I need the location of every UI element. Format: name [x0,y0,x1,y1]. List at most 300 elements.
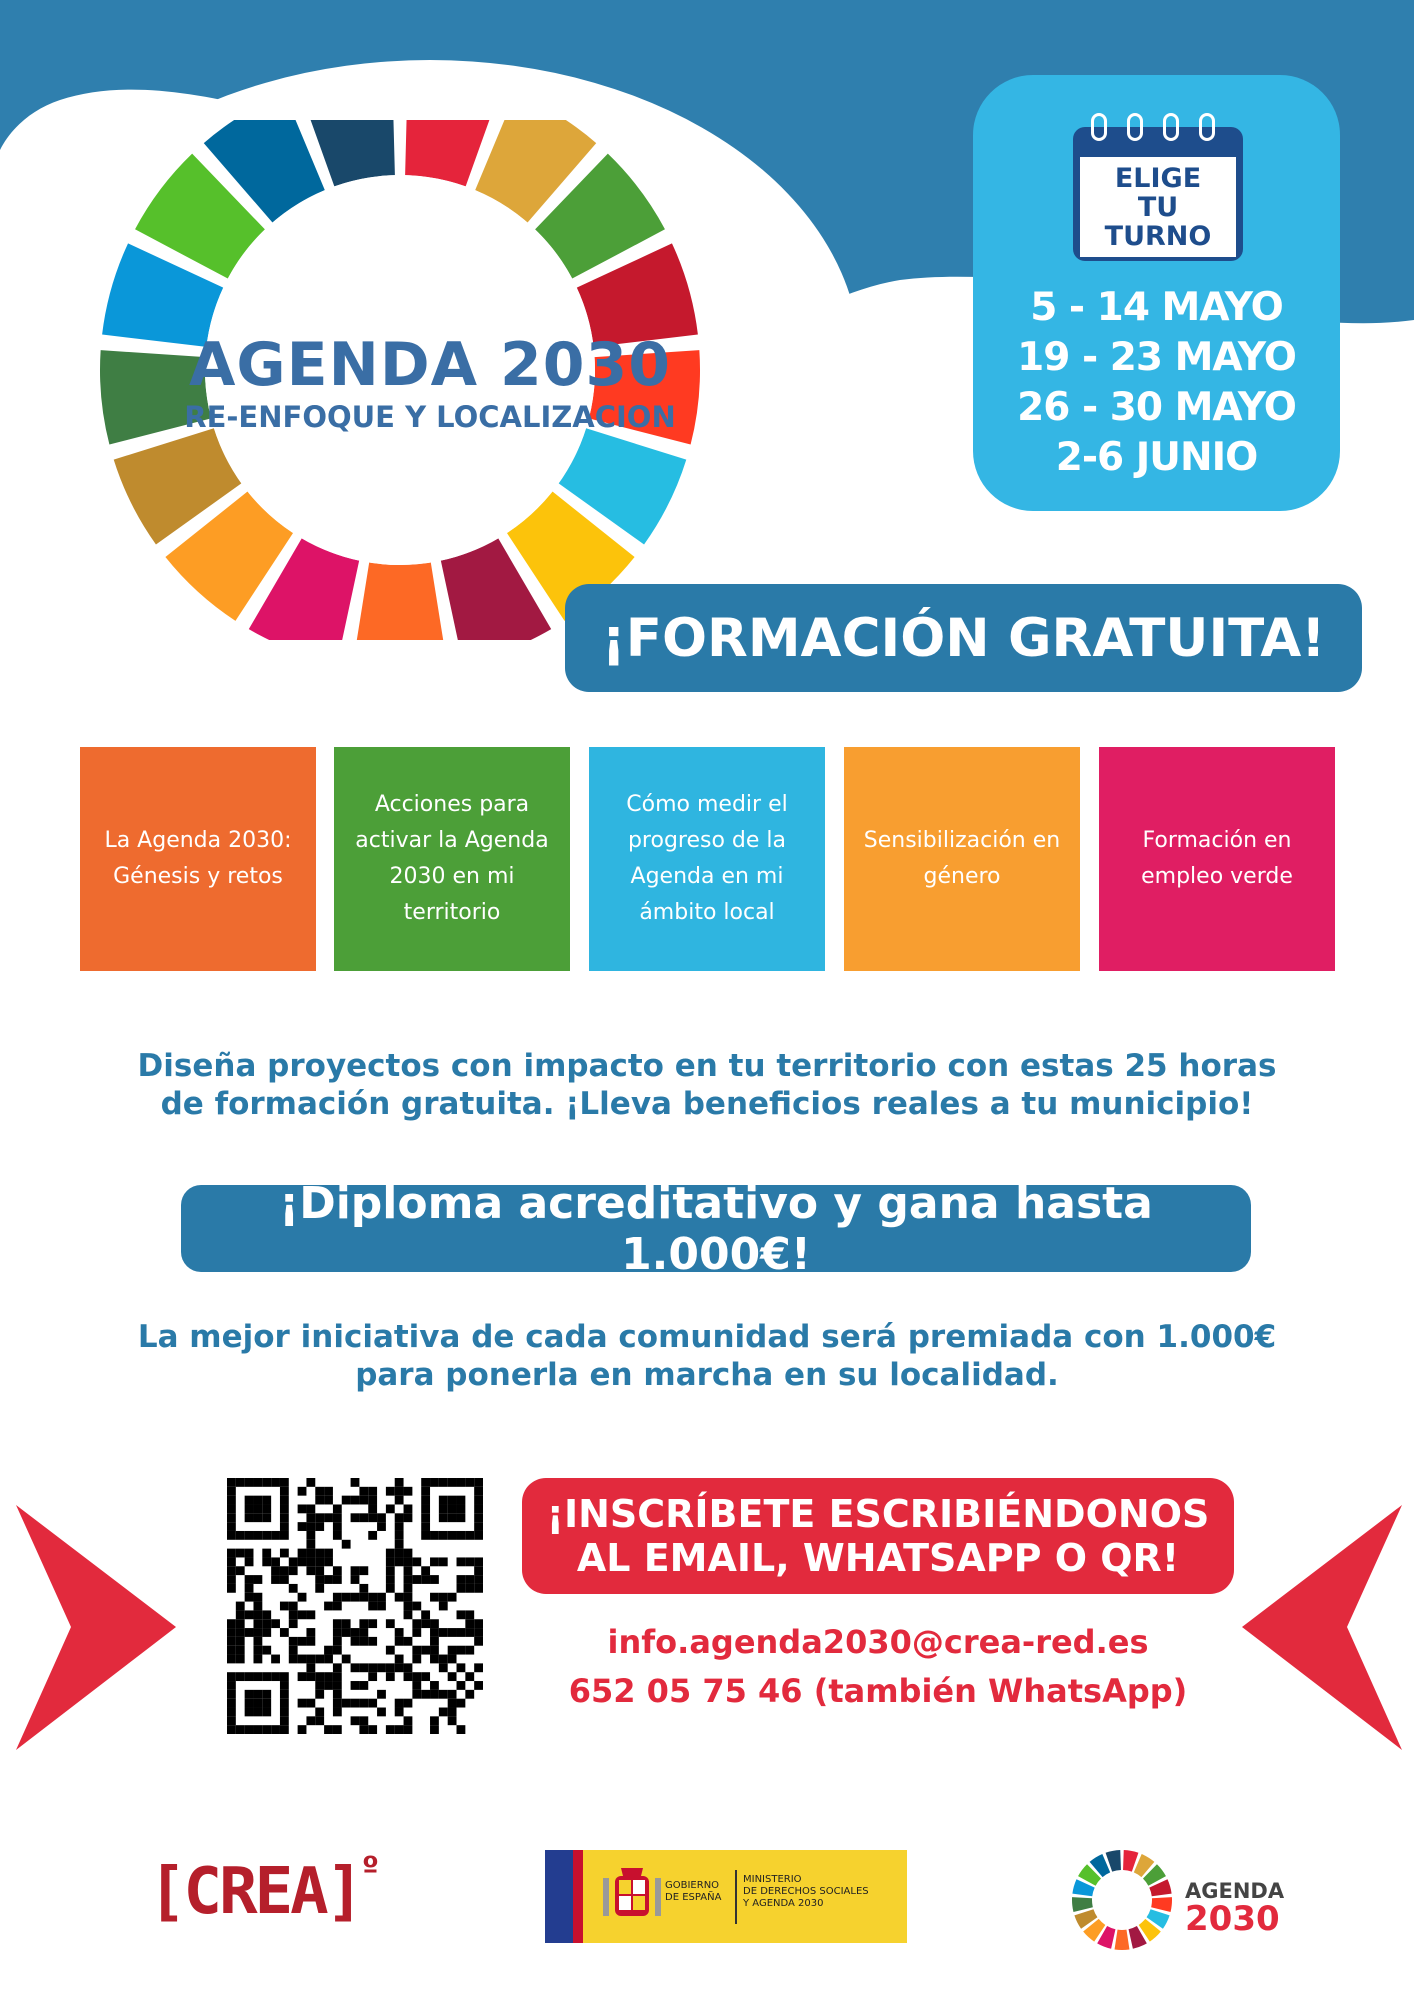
qr-module [465,1575,474,1584]
qr-module [439,1628,448,1637]
qr-module [227,1566,236,1575]
qr-module [280,1690,289,1699]
qr-module [395,1628,404,1637]
qr-module [421,1504,430,1513]
qr-module [227,1496,236,1505]
qr-module [474,1637,483,1646]
qr-module [359,1637,368,1646]
qr-module [465,1646,474,1655]
qr-module [457,1575,466,1584]
qr-module [245,1549,254,1558]
calendar-icon [1073,105,1243,263]
qr-module [333,1602,342,1611]
agenda-subtitle: RE-ENFOQUE Y LOCALIZACION [184,400,676,434]
qr-module [474,1522,483,1531]
qr-module [359,1513,368,1522]
qr-module [430,1681,439,1690]
qr-module [236,1478,245,1487]
qr-module [227,1637,236,1646]
qr-module [280,1628,289,1637]
qr-module [457,1646,466,1655]
qr-module [262,1699,271,1708]
qr-module [421,1496,430,1505]
qr-module [289,1637,298,1646]
qr-module [342,1628,351,1637]
qr-module [236,1646,245,1655]
qr-module [227,1487,236,1496]
qr-module [404,1549,413,1558]
eu-flag [545,1850,573,1943]
qr-module [386,1557,395,1566]
qr-module [448,1628,457,1637]
qr-module [465,1628,474,1637]
qr-module [227,1531,236,1540]
qr-module [474,1619,483,1628]
qr-module [457,1478,466,1487]
qr-module [253,1699,262,1708]
qr-module [430,1531,439,1540]
qr-module [412,1672,421,1681]
qr-module [474,1575,483,1584]
qr-module [377,1593,386,1602]
qr-module [430,1655,439,1664]
qr-module [474,1663,483,1672]
qr-module [306,1557,315,1566]
award-line-2: para ponerla en marcha en su localidad. [355,1357,1059,1393]
qr-module [457,1557,466,1566]
qr-module [448,1531,457,1540]
qr-module [448,1478,457,1487]
sdg-segment [1151,1897,1172,1912]
qr-module [465,1531,474,1540]
qr-module [386,1487,395,1496]
qr-module [324,1672,333,1681]
course-box-5: Formación en empleo verde [1099,747,1335,971]
crea-logo: [CREA] [148,1855,362,1929]
qr-module [368,1619,377,1628]
qr-module [245,1513,254,1522]
qr-module [351,1716,360,1725]
qr-module [421,1487,430,1496]
qr-module [306,1699,315,1708]
qr-module [280,1566,289,1575]
qr-module [474,1487,483,1496]
qr-module [404,1725,413,1734]
qr-module [342,1540,351,1549]
signup-banner: ¡INSCRÍBETE ESCRIBIÉNDONOS AL EMAIL, WHATSAPP O QR! [522,1478,1234,1594]
qr-module [359,1619,368,1628]
qr-module [474,1557,483,1566]
qr-module [421,1610,430,1619]
qr-module [412,1628,421,1637]
qr-module [306,1531,315,1540]
qr-module [404,1716,413,1725]
qr-module [439,1557,448,1566]
qr-module [280,1504,289,1513]
qr-module [430,1593,439,1602]
qr-module [457,1663,466,1672]
qr-module [386,1646,395,1655]
qr-module [474,1584,483,1593]
qr-module [306,1655,315,1664]
qr-module [439,1655,448,1664]
qr-module [351,1663,360,1672]
qr-module [439,1496,448,1505]
qr-module [351,1593,360,1602]
qr-module [298,1549,307,1558]
qr-module [245,1672,254,1681]
qr-module [448,1672,457,1681]
qr-module [315,1681,324,1690]
qr-module [298,1504,307,1513]
qr-module [298,1725,307,1734]
sdg-segment [1072,1897,1093,1912]
qr-module [271,1672,280,1681]
qr-module [236,1610,245,1619]
qr-module [395,1549,404,1558]
intro-line-1: Diseña proyectos con impacto en tu territorio con estas 25 horas [137,1048,1277,1084]
course-box-2: Acciones para activar la Agenda 2030 en mi territorio [334,747,570,971]
qr-module [306,1540,315,1549]
agenda-title-block [150,330,710,434]
qr-module [227,1478,236,1487]
gobierno-logo [545,1850,907,1943]
qr-module [386,1575,395,1584]
qr-module [412,1557,421,1566]
qr-module [298,1672,307,1681]
sdg-segment [1115,1930,1130,1950]
qr-module [236,1725,245,1734]
qr-module [368,1504,377,1513]
qr-module [227,1699,236,1708]
qr-module [253,1593,262,1602]
qr-module [253,1672,262,1681]
qr-module [421,1690,430,1699]
date-range-2: 19 - 23 MAYO [1017,335,1296,380]
qr-module [227,1549,236,1558]
qr-module [333,1531,342,1540]
qr-module [280,1708,289,1717]
qr-module [315,1584,324,1593]
qr-module [439,1708,448,1717]
qr-module [404,1566,413,1575]
qr-module [404,1487,413,1496]
course-box-1: La Agenda 2030: Génesis y retos [80,747,316,971]
calendar-label: ELIGE TU TURNO [1104,162,1212,252]
qr-module [333,1681,342,1690]
qr-module [359,1593,368,1602]
qr-module [306,1513,315,1522]
crea-logo-sup: º [362,1851,379,1886]
qr-module [465,1584,474,1593]
qr-module [386,1504,395,1513]
qr-module [253,1504,262,1513]
qr-module [271,1531,280,1540]
qr-module [395,1522,404,1531]
qr-module [386,1672,395,1681]
qr-module [386,1619,395,1628]
qr-module [359,1584,368,1593]
qr-module [262,1646,271,1655]
qr-module [351,1513,360,1522]
qr-module [253,1655,262,1664]
qr-module [280,1575,289,1584]
qr-module [324,1557,333,1566]
qr-module [253,1575,262,1584]
qr-module [306,1504,315,1513]
qr-module [306,1672,315,1681]
dates-list [973,283,1340,483]
qr-module [306,1478,315,1487]
qr-module [315,1566,324,1575]
qr-module [253,1690,262,1699]
qr-module [253,1513,262,1522]
qr-module [262,1690,271,1699]
qr-module [421,1646,430,1655]
qr-module [315,1487,324,1496]
qr-code-icon[interactable] [227,1478,483,1734]
qr-module [280,1513,289,1522]
spain-shield-icon [597,1862,667,1932]
course-box-3: Cómo medir el progreso de la Agenda en mi ámbito local [589,747,825,971]
qr-module [359,1663,368,1672]
qr-module [404,1584,413,1593]
qr-module [430,1619,439,1628]
qr-module [421,1513,430,1522]
qr-module [324,1602,333,1611]
qr-module [262,1504,271,1513]
qr-module [262,1513,271,1522]
qr-module [465,1690,474,1699]
qr-module [439,1513,448,1522]
qr-module [333,1699,342,1708]
qr-module [412,1619,421,1628]
qr-module [368,1637,377,1646]
qr-module [439,1504,448,1513]
qr-module [333,1690,342,1699]
qr-module [333,1725,342,1734]
qr-module [271,1566,280,1575]
qr-module [271,1557,280,1566]
qr-module [351,1637,360,1646]
qr-module [324,1513,333,1522]
signup-email[interactable]: info.agenda2030@crea-red.es [607,1623,1149,1661]
qr-module [448,1646,457,1655]
qr-module [245,1496,254,1505]
qr-module [430,1637,439,1646]
qr-module [245,1584,254,1593]
qr-module [253,1610,262,1619]
qr-module [236,1566,245,1575]
qr-module [253,1628,262,1637]
signup-phone[interactable]: 652 05 75 46 (también WhatsApp) [568,1672,1188,1710]
qr-module [386,1725,395,1734]
qr-module [333,1663,342,1672]
qr-module [404,1557,413,1566]
qr-module [474,1628,483,1637]
qr-module [227,1504,236,1513]
qr-module [262,1610,271,1619]
agenda-title: AGENDA 2030 [188,330,671,400]
qr-module [253,1646,262,1655]
qr-module [333,1504,342,1513]
qr-module [324,1575,333,1584]
qr-module [298,1655,307,1664]
qr-module [262,1725,271,1734]
qr-module [315,1672,324,1681]
qr-module [351,1699,360,1708]
qr-module [457,1628,466,1637]
qr-module [359,1681,368,1690]
qr-module [404,1504,413,1513]
qr-module [395,1593,404,1602]
qr-module [280,1487,289,1496]
qr-module [227,1725,236,1734]
qr-module [227,1690,236,1699]
qr-module [465,1619,474,1628]
qr-module [315,1549,324,1558]
calendar-paper [1080,157,1236,257]
qr-module [289,1646,298,1655]
qr-module [351,1478,360,1487]
qr-module [448,1699,457,1708]
qr-module [342,1496,351,1505]
qr-module [377,1690,386,1699]
qr-module [289,1566,298,1575]
qr-module [289,1602,298,1611]
qr-module [245,1593,254,1602]
qr-module [253,1619,262,1628]
qr-module [386,1566,395,1575]
qr-module [324,1725,333,1734]
qr-module [457,1513,466,1522]
qr-module [351,1628,360,1637]
qr-module [280,1478,289,1487]
qr-module [474,1566,483,1575]
sdg-small-logo-line1: AGENDA [1185,1879,1285,1903]
qr-module [457,1504,466,1513]
qr-module [395,1478,404,1487]
qr-module [395,1663,404,1672]
qr-module [386,1663,395,1672]
qr-module [271,1619,280,1628]
qr-module [262,1478,271,1487]
qr-module [457,1699,466,1708]
qr-module [404,1699,413,1708]
qr-module [245,1478,254,1487]
qr-module [298,1593,307,1602]
gobierno-separator [735,1870,737,1924]
qr-module [395,1531,404,1540]
qr-module [368,1602,377,1611]
qr-module [439,1593,448,1602]
qr-module [236,1619,245,1628]
course-box-4: Sensibilización en género [844,747,1080,971]
qr-module [306,1610,315,1619]
qr-module [368,1725,377,1734]
qr-module [474,1504,483,1513]
qr-module [280,1725,289,1734]
qr-module [448,1655,457,1664]
qr-module [395,1725,404,1734]
qr-module [377,1708,386,1717]
qr-module [280,1716,289,1725]
qr-module [306,1522,315,1531]
qr-module [227,1646,236,1655]
qr-module [412,1646,421,1655]
qr-module [280,1672,289,1681]
qr-module [236,1602,245,1611]
qr-module [253,1602,262,1611]
sdg-segment [353,563,448,640]
qr-module [448,1496,457,1505]
qr-module [342,1699,351,1708]
calendar-ring [1199,113,1215,141]
qr-module [227,1681,236,1690]
qr-module [377,1513,386,1522]
qr-module [359,1496,368,1505]
qr-module [262,1619,271,1628]
qr-module [333,1672,342,1681]
qr-module [315,1708,324,1717]
qr-module [359,1487,368,1496]
arrow-right-icon [16,1505,176,1750]
qr-module [412,1681,421,1690]
qr-module [333,1619,342,1628]
qr-module [227,1672,236,1681]
qr-module [245,1575,254,1584]
qr-module [368,1531,377,1540]
qr-module [474,1513,483,1522]
qr-module [457,1531,466,1540]
qr-module [395,1557,404,1566]
qr-module [404,1513,413,1522]
qr-module [412,1690,421,1699]
qr-module [271,1725,280,1734]
qr-module [465,1672,474,1681]
diploma-banner: ¡Diploma acreditativo y gana hasta 1.000€! [181,1185,1251,1272]
spain-flag-stripe [573,1850,583,1943]
qr-module [342,1655,351,1664]
qr-module [395,1699,404,1708]
qr-module [315,1655,324,1664]
qr-module [474,1681,483,1690]
qr-module [324,1646,333,1655]
qr-module [262,1557,271,1566]
qr-module [359,1716,368,1725]
calendar-ring [1163,113,1179,141]
arrow-left-icon [1242,1505,1402,1750]
qr-module [289,1584,298,1593]
qr-module [280,1699,289,1708]
qr-module [315,1690,324,1699]
qr-module [324,1681,333,1690]
qr-module [404,1663,413,1672]
date-range-4: 2-6 JUNIO [1055,435,1258,480]
qr-module [245,1708,254,1717]
qr-module [377,1663,386,1672]
qr-module [245,1557,254,1566]
qr-module [448,1708,457,1717]
qr-module [262,1531,271,1540]
qr-module [236,1655,245,1664]
qr-module [298,1557,307,1566]
gobierno-text: GOBIERNO DE ESPAÑA [665,1880,722,1903]
qr-module [412,1575,421,1584]
qr-module [457,1610,466,1619]
qr-module [253,1531,262,1540]
qr-module [280,1549,289,1558]
